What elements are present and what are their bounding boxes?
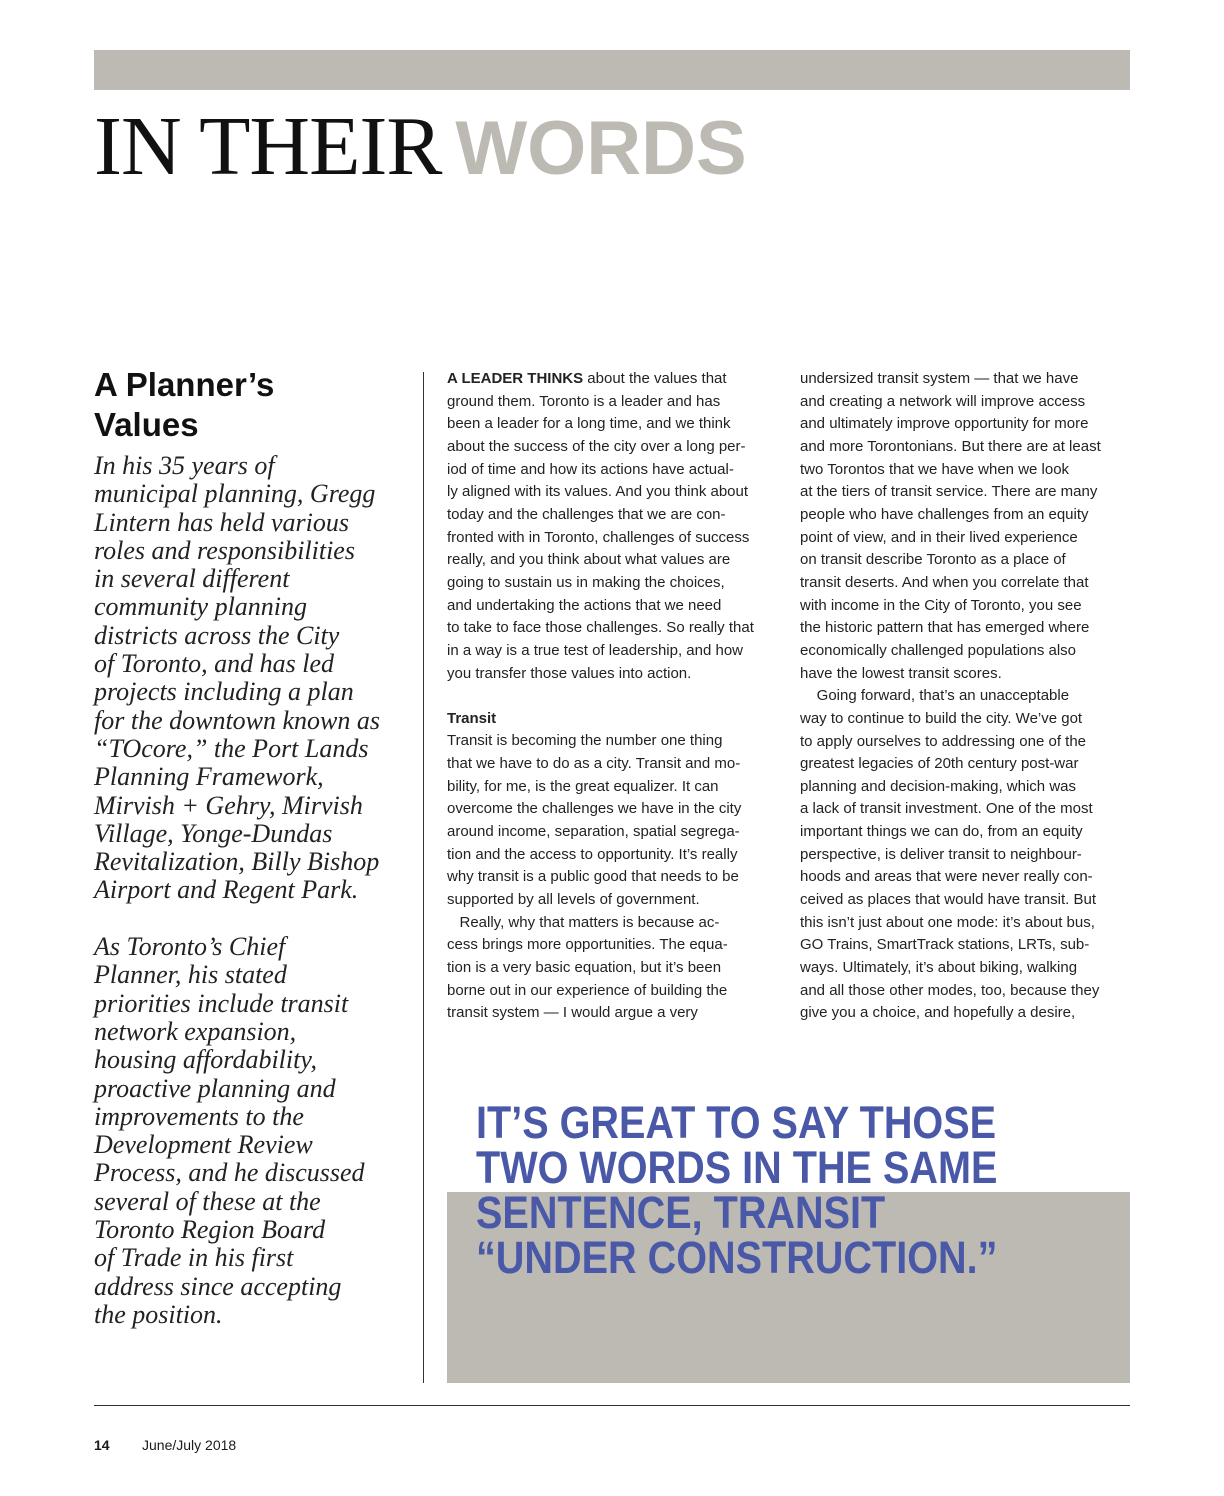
text-line: transit deserts. And when you correlate that (800, 573, 1089, 591)
intro-line: Lintern has held various (94, 507, 349, 537)
text-line: give you a choice, and hopefully a desire, (800, 1004, 1076, 1022)
text-line: bility, for me, is the great equalizer. It can (447, 777, 719, 795)
intro-line: roles and responsibilities (94, 535, 355, 565)
text-line: ground them. Toronto is a leader and has (447, 392, 721, 410)
text-line: Transit is becoming the number one thing (447, 732, 723, 750)
pull-quote (476, 1097, 998, 1283)
intro-line: Planning Framework, (94, 762, 324, 792)
intro-line: districts across the City (94, 620, 340, 650)
text-line: two Torontos that we have when we look (800, 460, 1070, 478)
pull-quote-line: “UNDER CONSTRUCTION.” (476, 1232, 998, 1283)
intro-line: “TOcore,” the Port Lands (94, 733, 369, 763)
intro-line: In his 35 years of (94, 451, 275, 480)
article-column-1 (447, 368, 754, 1025)
text-line: perspective, is deliver transit to neighbour- (800, 845, 1082, 863)
text-line: you transfer those values into action. (447, 664, 692, 682)
intro-line: of Toronto, and has led (94, 649, 335, 679)
intro-line: community planning (94, 592, 308, 622)
text-line: hoods and areas that were never really con- (800, 868, 1093, 886)
text-line: undersized transit system — that we have (800, 370, 1079, 387)
article-column-2 (800, 368, 1101, 1025)
page-title (94, 98, 747, 195)
text-line: transit system — I would argue a very (447, 1004, 698, 1022)
intro-line: Village, Yonge-Dundas (94, 818, 333, 848)
text-line: borne out in our experience of building the (447, 981, 728, 999)
intro-line: projects including a plan (94, 677, 354, 707)
intro-line: Airport and Regent Park. (94, 875, 359, 905)
intro-line: Planner, his stated (94, 960, 287, 990)
intro-line: Revitalization, Billy Bishop (94, 847, 380, 877)
intro-line: for the downtown known as (94, 705, 381, 735)
paragraph-1 (447, 391, 754, 686)
text-line: ways. Ultimately, it’s about biking, walking (800, 959, 1078, 977)
text-line: way to continue to build the city. We’ve got (800, 709, 1083, 727)
pull-quote-line: IT’S GREAT TO SAY THOSE (476, 1097, 997, 1148)
text-line: a lack of transit investment. One of the most (800, 800, 1093, 818)
title-part-sans: WORDS (455, 106, 747, 191)
paragraph-3 (447, 912, 754, 1025)
text-line: people who have challenges from an equity (800, 505, 1089, 523)
text-line: planning and decision-making, which was (800, 777, 1076, 795)
intro-line: Development Review (94, 1130, 313, 1160)
text-line: and ultimately improve opportunity for more (800, 415, 1089, 433)
text-line: why transit is a public good that needs to be (447, 868, 739, 886)
intro-line: of Trade in his first (94, 1243, 294, 1273)
text-line: been a leader for a long time, and we think (447, 415, 731, 433)
text-line: and creating a network will improve access (800, 392, 1086, 410)
text-line: important things we can do, from an equity (800, 823, 1083, 841)
intro-line: proactive planning and (94, 1073, 336, 1103)
text-line: and more Torontonians. But there are at least (800, 437, 1101, 455)
footer-rule (94, 1405, 1130, 1406)
intro-line: address since accepting (94, 1271, 342, 1301)
text-line: that we have to do as a city. Transit and mo- (447, 755, 741, 773)
text-line: tion is a very basic equation, but it’s been (447, 959, 722, 977)
intro-line: municipal planning, Gregg (94, 479, 376, 509)
text-line: at the tiers of transit service. There are many (800, 483, 1098, 501)
page-number: 14 (94, 1437, 110, 1453)
text-line: Really, why that matters is because ac- (447, 913, 720, 931)
text-line: in a way is a true test of leadership, and how (447, 641, 744, 659)
text-line: overcome the challenges we have in the city (447, 800, 742, 818)
text-line: with income in the City of Toronto, you see (800, 596, 1082, 614)
intro-line: several of these at the (94, 1186, 321, 1216)
sidebar-intro (94, 452, 380, 1329)
text-line: to apply ourselves to addressing one of the (800, 732, 1087, 750)
pull-quote-line: TWO WORDS IN THE SAME (476, 1142, 998, 1193)
text-line: GO Trains, SmartTrack stations, LRTs, sub- (800, 936, 1090, 954)
intro-line: priorities include transit (94, 988, 349, 1018)
text-line: about the success of the city over a long per- (447, 437, 746, 455)
lead-rest: about the values that (583, 370, 727, 387)
lead-in: A LEADER THINKS (447, 370, 584, 387)
text-line: economically challenged populations also (800, 641, 1077, 659)
text-line: and all those other modes, too, because they (800, 981, 1100, 999)
text-line: have the lowest transit scores. (800, 664, 1002, 682)
sidebar-title-line: Values (94, 406, 199, 443)
intro-line: the position. (94, 1299, 223, 1329)
text-line: around income, separation, spatial segrega- (447, 823, 740, 841)
text-line: this isn’t just about one mode: it’s about bus, (800, 913, 1095, 931)
pull-quote-line: SENTENCE, TRANSIT (476, 1187, 886, 1238)
text-line: really, and you think about what values are (447, 551, 731, 569)
sidebar-title (94, 365, 274, 445)
intro-line: housing affordability, (94, 1045, 317, 1075)
text-line: ly aligned with its values. And you think about (447, 483, 749, 501)
title-part-serif: IN THEIR (94, 100, 442, 193)
lead-line (447, 368, 754, 391)
paragraph-2 (447, 730, 754, 911)
intro-line: network expansion, (94, 1016, 297, 1046)
text-line: Going forward, that’s an unacceptable (800, 687, 1070, 705)
intro-line: Toronto Region Board (94, 1215, 326, 1245)
text-line: fronted with in Toronto, challenges of success (447, 528, 750, 546)
intro-line: in several different (94, 564, 290, 594)
text-line: ceived as places that would have transit. But (800, 891, 1097, 909)
text-line: supported by all levels of government. (447, 891, 700, 909)
intro-line: As Toronto’s Chief (94, 932, 286, 962)
text-line: on transit describe Toronto as a place of (800, 551, 1066, 569)
intro-line: Mirvish + Gehry, Mirvish (94, 790, 363, 820)
header-bar (94, 50, 1130, 90)
text-line: the historic pattern that has emerged where (800, 619, 1090, 637)
issue-date: June/July 2018 (142, 1437, 237, 1453)
text-line: tion and the access to opportunity. It’s really (447, 845, 738, 863)
sidebar-title-line: A Planner’s (94, 366, 275, 403)
column-divider (423, 372, 424, 1383)
subhead-transit: Transit (447, 709, 497, 727)
intro-line: improvements to the (94, 1101, 304, 1131)
intro-line: Process, and he discussed (94, 1158, 365, 1188)
text-line: today and the challenges that we are con- (447, 505, 726, 523)
text-line: and undertaking the actions that we need (447, 596, 722, 614)
text-line: going to sustain us in making the choices, (447, 573, 725, 591)
text-line: iod of time and how its actions have actual- (447, 460, 734, 478)
text-line: to take to face those challenges. So really that (447, 619, 754, 637)
text-line: cess brings more opportunities. The equa- (447, 936, 728, 954)
text-line: point of view, and in their lived experience (800, 528, 1078, 546)
text-line: greatest legacies of 20th century post-war (800, 755, 1079, 773)
